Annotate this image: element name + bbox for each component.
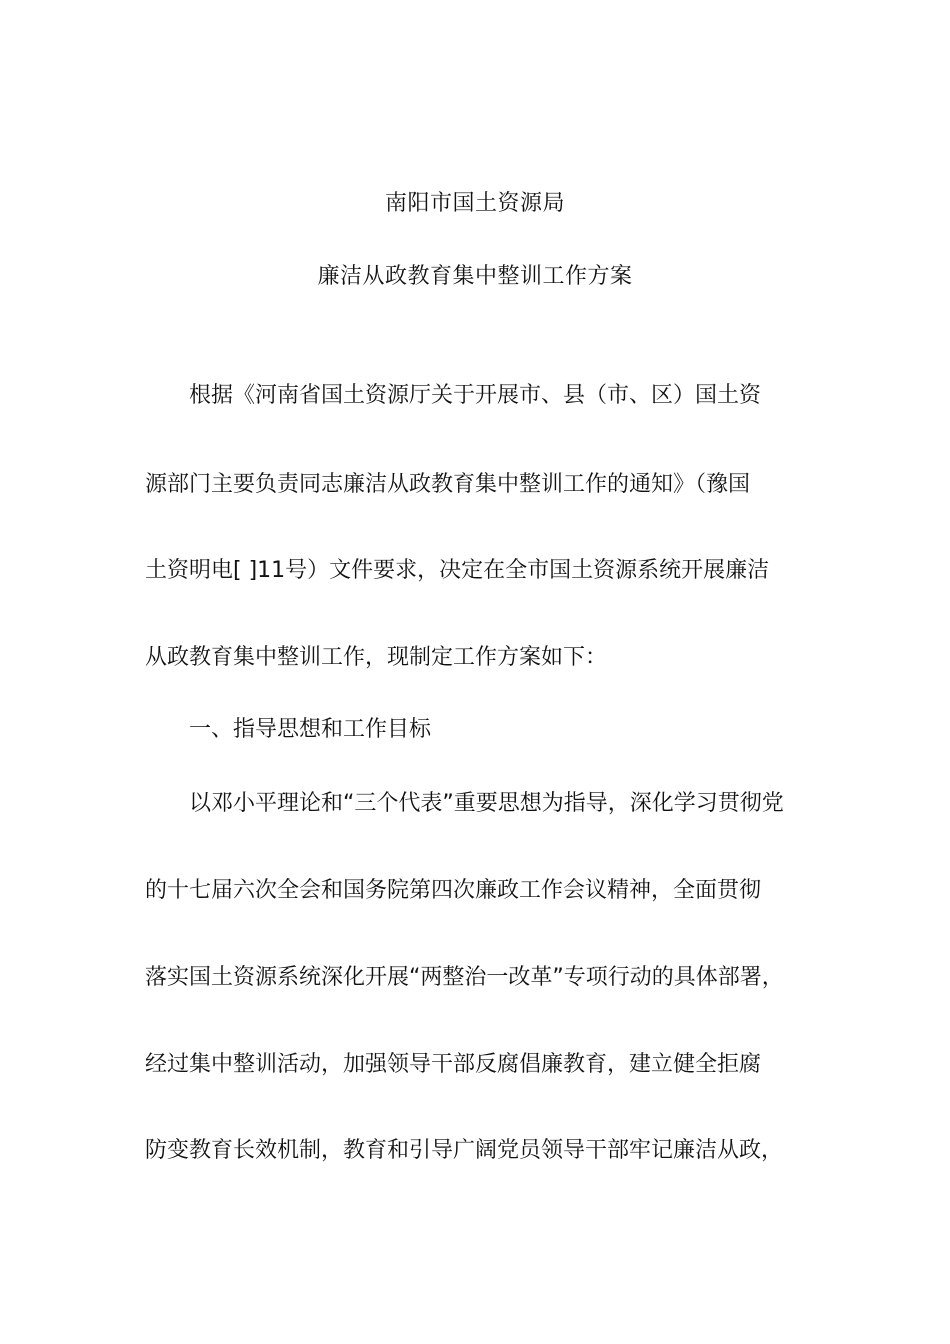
paragraph-1-line-4: 从政教育集中整训工作，现制定工作方案如下： [145,645,608,670]
paragraph-2-line-2: 的十七届六次全会和国务院第四次廉政工作会议精神，全面贯彻 [145,878,762,903]
document-title-line-1: 南阳市国土资源局 [384,191,565,216]
paragraph-2-line-4: 经过集中整训活动，加强领导干部反腐倡廉教育，建立健全拒腐 [145,1052,762,1077]
section-1-heading: 一、指导思想和工作目标 [189,717,432,742]
paragraph-1-line-1: 根据《河南省国土资源厅关于开展市、县（市、区）国土资 [189,383,762,408]
document-title-line-2: 廉洁从政教育集中整训工作方案 [317,264,633,289]
paragraph-1-line-2: 源部门主要负责同志廉洁从政教育集中整训工作的通知》（豫国 [145,472,751,497]
paragraph-2-line-3: 落实国土资源系统深化开展“两整治一改革”专项行动的具体部署， [145,965,784,990]
paragraph-2-line-1: 以邓小平理论和“三个代表”重要思想为指导，深化学习贯彻党 [189,791,784,816]
paragraph-1-line-3: 土资明电[ ]11号）文件要求，决定在全市国土资源系统开展廉洁 [145,558,770,583]
paragraph-2-line-5: 防变教育长效机制，教育和引导广阔党员领导干部牢记廉洁从政， [145,1138,784,1163]
